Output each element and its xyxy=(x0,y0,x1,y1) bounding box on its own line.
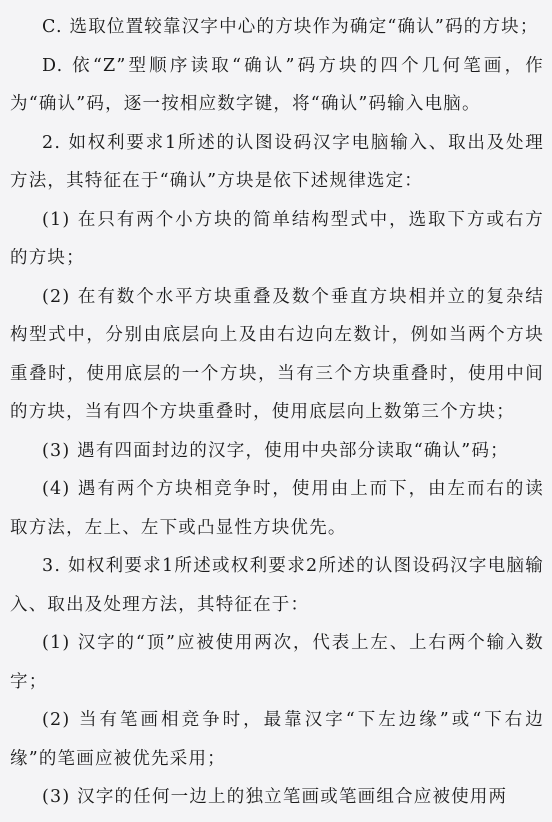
paragraph-claim-2-item-1: (1) 在只有两个小方块的简单结构型式中，选取下方或右方的方块； xyxy=(10,209,544,268)
paragraph-claim-2-item-4: (4) 遇有两个方块相竞争时，使用由上而下，由左而右的读取方法，左上、左下或凸显性方块优先。 xyxy=(10,479,544,538)
paragraph-claim-2: 2. 如权利要求1所述的认图设码汉字电脑输入、取出及处理方法，其特征在于“确认”方块是依下述规律选定： xyxy=(10,132,544,191)
paragraph-claim-2-item-3: (3) 遇有四面封边的汉字，使用中央部分读取“确认”码； xyxy=(42,440,509,461)
paragraph-claim-3-item-2: (2) 当有笔画相竞争时，最靠汉字“下左边缘”或“下右边缘”的笔画应被优先采用； xyxy=(10,710,544,769)
paragraph-claim-3: 3. 如权利要求1所述或权利要求2所述的认图设码汉字电脑输入、取出及处理方法，其特征在于： xyxy=(10,556,544,615)
paragraph-claim-3-item-1: (1) 汉字的“顶”应被使用两次，代表上左、上右两个输入数字； xyxy=(10,633,544,692)
paragraph-claim-3-item-3: (3) 汉字的任何一边上的独立笔画或笔画组合应被使用两 xyxy=(42,787,508,807)
paragraph-c: C. 选取位置较靠汉字中心的方块作为确定“确认”码的方块； xyxy=(42,17,539,37)
paragraph-claim-2-item-2: (2) 在有数个水平方块重叠及数个垂直方块相并立的复杂结构型式中，分别由底层向上及由右边向左数计，例如当两个方块重叠时，使用底层的一个方块，当有三个方块重叠时，使用中间的方块，当有四个方块重叠时，使用底层向上数第三个方块； xyxy=(10,286,544,422)
paragraph-d: D. 依“Z”型顺序读取“确认”码方块的四个几何笔画，作为“确认”码，逐一按相应数字键，将“确认”码输入电脑。 xyxy=(10,55,544,114)
